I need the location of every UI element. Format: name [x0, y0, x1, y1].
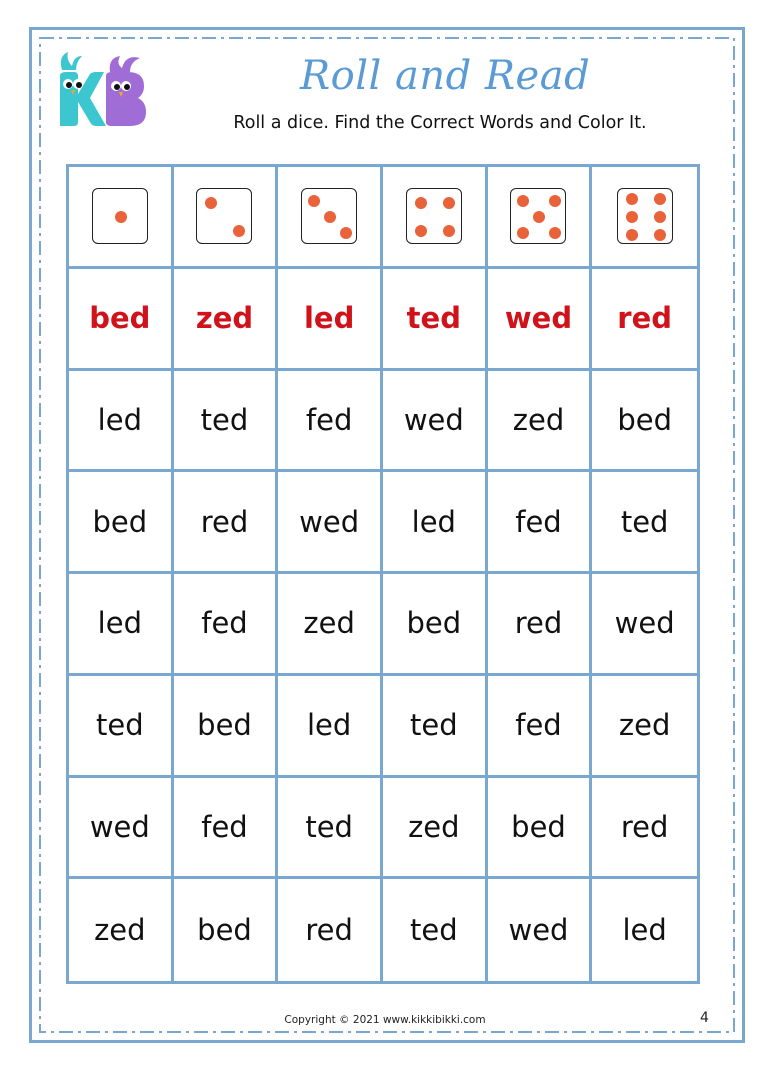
target-word-cell: led [278, 269, 383, 371]
page-number: 4 [700, 1010, 709, 1026]
die-dot [626, 229, 638, 241]
dice-cell [488, 167, 593, 269]
word-cell[interactable]: zed [278, 574, 383, 676]
word-cell[interactable]: led [622, 913, 667, 948]
die-two-icon [196, 188, 252, 244]
target-word-cell: ted [383, 269, 488, 371]
word-cell[interactable]: ted [592, 472, 697, 574]
die-dot [626, 211, 638, 223]
die-dot [626, 193, 638, 205]
word-cell[interactable]: zed [69, 879, 174, 981]
dice-cell [69, 167, 174, 269]
die-four-icon [406, 188, 462, 244]
die-five-icon [510, 188, 566, 244]
die-dot [115, 211, 127, 223]
word-cell[interactable]: zed [488, 371, 593, 473]
word-cell[interactable]: ted [278, 778, 383, 880]
die-dot [443, 225, 455, 237]
word-cell[interactable]: red [174, 472, 279, 574]
word-cell[interactable]: bed [383, 574, 488, 676]
word-cell[interactable]: zed [383, 778, 488, 880]
word-cell[interactable]: led [69, 574, 174, 676]
word-cell[interactable]: fed [278, 371, 383, 473]
die-dot [549, 195, 561, 207]
word-cell[interactable]: wed [278, 472, 383, 574]
word-cell[interactable]: wed [488, 879, 593, 981]
word-cell[interactable]: wed [383, 371, 488, 473]
die-dot [533, 211, 545, 223]
word-cell[interactable]: led [383, 472, 488, 574]
target-word-cell: wed [488, 269, 593, 371]
target-word-cell: red [592, 269, 697, 371]
word-cell[interactable]: bed [488, 778, 593, 880]
die-dot [654, 229, 666, 241]
word-cell[interactable]: red [488, 574, 593, 676]
word-cell[interactable]: red [278, 879, 383, 981]
die-dot [324, 211, 336, 223]
die-dot [233, 225, 245, 237]
word-cell[interactable]: zed [592, 676, 697, 778]
dice-cell [174, 167, 279, 269]
die-one-icon [92, 188, 148, 244]
die-six-icon [617, 188, 673, 244]
word-cell[interactable]: bed [592, 371, 697, 473]
die-dot [654, 211, 666, 223]
worksheet-title: Roll and Read [300, 53, 591, 99]
target-word-cell: zed [174, 269, 279, 371]
word-cell[interactable]: red [592, 778, 697, 880]
worksheet-instruction: Roll a dice. Find the Correct Words and Color It. [233, 113, 647, 133]
die-dot [654, 193, 666, 205]
die-dot [443, 197, 455, 209]
die-three-icon [301, 188, 357, 244]
kikkibikki-logo [50, 46, 150, 134]
word-cell[interactable]: wed [69, 778, 174, 880]
word-cell[interactable]: fed [174, 778, 279, 880]
word-cell[interactable]: led [69, 371, 174, 473]
dice-cell [278, 167, 383, 269]
word-cell[interactable]: ted [174, 371, 279, 473]
word-cell[interactable]: wed [592, 574, 697, 676]
die-dot [308, 195, 320, 207]
die-dot [415, 225, 427, 237]
dice-cell [383, 167, 488, 269]
target-word-cell: bed [69, 269, 174, 371]
word-cell[interactable]: fed [488, 676, 593, 778]
word-cell[interactable]: bed [174, 879, 279, 981]
dice-cell [592, 167, 697, 269]
die-dot [205, 197, 217, 209]
die-dot [517, 227, 529, 239]
word-cell[interactable]: led [278, 676, 383, 778]
word-cell[interactable]: ted [69, 676, 174, 778]
word-cell[interactable]: bed [69, 472, 174, 574]
die-dot [340, 227, 352, 239]
word-cell[interactable]: fed [174, 574, 279, 676]
word-cell[interactable]: bed [174, 676, 279, 778]
die-dot [517, 195, 529, 207]
word-cell[interactable]: ted [383, 879, 488, 981]
die-dot [415, 197, 427, 209]
copyright-text: Copyright © 2021 www.kikkibikki.com [284, 1014, 486, 1026]
word-cell[interactable]: ted [383, 676, 488, 778]
word-cell[interactable]: fed [488, 472, 593, 574]
die-dot [549, 227, 561, 239]
roll-and-read-grid [66, 164, 700, 984]
